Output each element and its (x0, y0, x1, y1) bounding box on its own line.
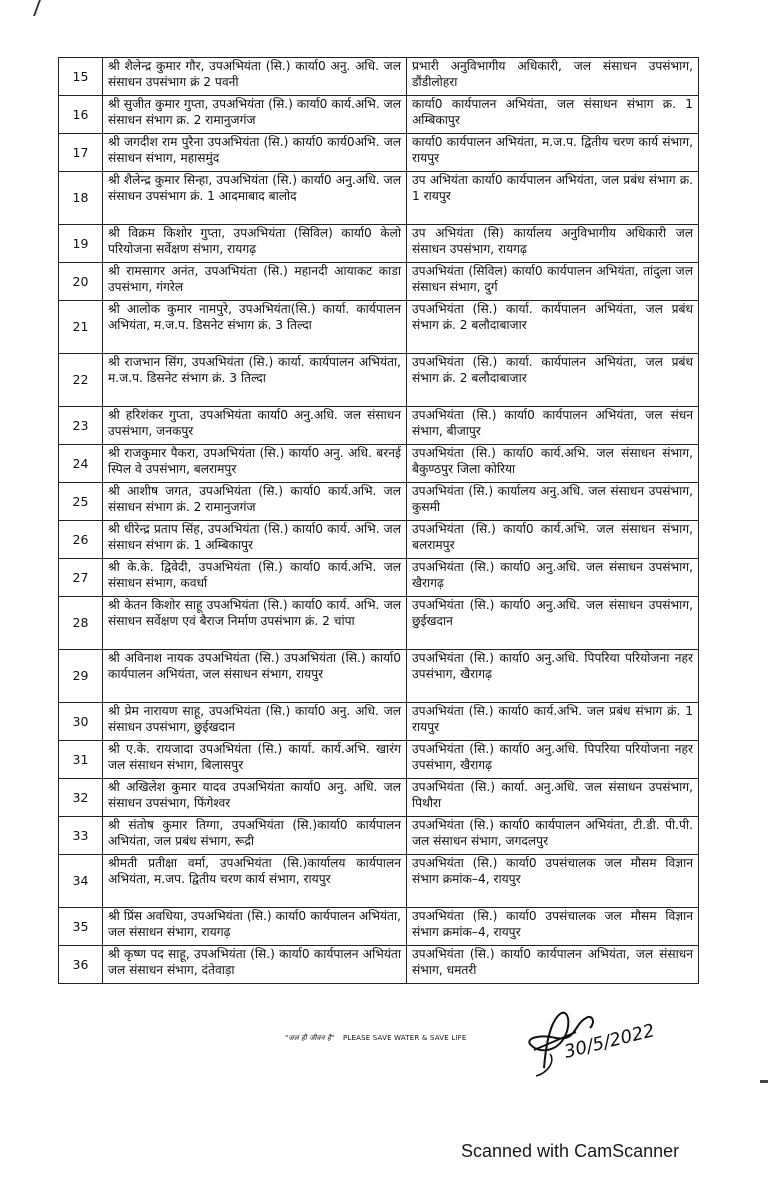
scan-edge-mark-right (760, 1080, 768, 1083)
table-row (59, 172, 699, 225)
new-posting: उपअभियंता (सिविल) कार्या0 कार्यपालन अभियंता, तांदुला जल संसाधन संभाग, दुर्ग (407, 263, 699, 301)
table-row (59, 855, 699, 908)
footer-slogan (285, 1034, 467, 1043)
table-row (59, 559, 699, 597)
new-posting: प्रभारी अनुविभागीय अधिकारी, जल संसाधन उपसंभाग, डौंडीलोहरा (407, 58, 699, 96)
serial-number: 36 (59, 946, 103, 984)
new-posting: उपअभियंता (सि.) कार्या0 कार्यपालन अभियंता, जल संधन संभाग, बीजापुर (407, 407, 699, 445)
serial-number: 34 (59, 855, 103, 908)
current-posting: श्री प्रेम नारायण साहू, उपअभियंता (सि.) कार्या0 अनु. अधि. जल संसाधन उपसंभाग, छुईखदान (103, 703, 407, 741)
hindi-slogan: "जल ही जीवन है" (285, 1034, 335, 1042)
serial-number: 16 (59, 96, 103, 134)
new-posting: उपअभियंता (सि.) कार्या0 कार्यपालन अभियंता, टी.डी. पी.पी. जल संसाधन संभाग, जगदलपुर (407, 817, 699, 855)
new-posting: उपअभियंता (सि.) कार्या0 अनु.अधि. पिपरिया परियोजना नहर उपसंभाग, खैरागढ़ (407, 650, 699, 703)
table-row (59, 908, 699, 946)
serial-number: 20 (59, 263, 103, 301)
new-posting: उपअभियंता (सि.) कार्या0 उपसंचालक जल मौसम विज्ञान संभाग क्रमांक–4, रायपुर (407, 855, 699, 908)
serial-number: 23 (59, 407, 103, 445)
table-row (59, 263, 699, 301)
serial-number: 35 (59, 908, 103, 946)
serial-number: 19 (59, 225, 103, 263)
signature-date: 30/5/2022 (562, 1020, 657, 1063)
table-row (59, 96, 699, 134)
new-posting: उपअभियंता (सि.) कार्या0 अनु.अधि. जल संसाधन उपसंभाग, छुईखदान (407, 597, 699, 650)
current-posting: श्री राजकुमार पैकरा, उपअभियंता (सि.) कार्या0 अनु. अधि. बरनई स्पिल वे उपसंभाग, बलरामपुर (103, 445, 407, 483)
serial-number: 24 (59, 445, 103, 483)
current-posting: श्री कृष्ण पद साहू, उपअभियंता (सि.) कार्या0 कार्यपालन अभियंता जल संसाधन संभाग, दंतेवाड़ा (103, 946, 407, 984)
serial-number: 18 (59, 172, 103, 225)
transfer-list-body (59, 58, 699, 984)
current-posting: श्री केतन किशोर साहू उपअभियंता (सि.) कार्या0 कार्य. अभि. जल संसाधन सर्वेक्षण एवं बैराज निर्माण उपसंभाग क्रं. 2 चांपा (103, 597, 407, 650)
new-posting: कार्या0 कार्यपालन अभियंता, जल संसाधन संभाग क्र. 1 अम्बिकापुर (407, 96, 699, 134)
current-posting: श्री अविनाश नायक उपअभियंता (सि.) उपअभियंता (सि.) कार्या0 कार्यपालन अभियंता, जल संसाधन संभाग, रायपुर (103, 650, 407, 703)
signature-with-date (516, 994, 676, 1078)
table-row (59, 817, 699, 855)
current-posting: श्री आशीष जगत, उपअभियंता (सि.) कार्या0 कार्य.अभि. जल संसाधन संभाग क्रं. 2 रामानुजगंज (103, 483, 407, 521)
new-posting: उप अभियंता (सि) कार्यालय अनुविभागीय अधिकारी जल संसाधन उपसंभाग, रायगढ़ (407, 225, 699, 263)
current-posting: श्री रामसागर अनंत, उपअभियंता (सि.) महानदी आयाकट काडा उपसंभाग, गंगरेल (103, 263, 407, 301)
serial-number: 31 (59, 741, 103, 779)
english-slogan: PLEASE SAVE WATER & SAVE LIFE (342, 1034, 467, 1042)
new-posting: कार्या0 कार्यपालन अभियंता, म.ज.प. द्वितीय चरण कार्य संभाग, रायपुर (407, 134, 699, 172)
table-row (59, 445, 699, 483)
serial-number: 33 (59, 817, 103, 855)
current-posting: श्री धीरेन्द्र प्रताप सिंह, उपअभियंता (सि.) कार्या0 कार्य. अभि. जल संसाधन संभाग क्रं. 1 अम्बिकापुर (103, 521, 407, 559)
new-posting: उपअभियंता (सि.) कार्या. अनु.अधि. जल संसाधन उपसंभाग, पिथौरा (407, 779, 699, 817)
current-posting: श्री शैलेन्द्र कुमार सिन्हा, उपअभियंता (सि.) कार्या0 अनु.अधि. जल संसाधन उपसंभाग क्रं. 1 आदमाबाद बालोद (103, 172, 407, 225)
current-posting: श्री शैलेन्द्र कुमार गौर, उपअभियंता (सि.) कार्या0 अनु. अधि. जल संसाधन उपसंभाग क्रं 2 पवनी (103, 58, 407, 96)
new-posting: उपअभियंता (सि.) कार्या0 अनु.अधि. पिपरिया परियोजना नहर उपसंभाग, खैरागढ़ (407, 741, 699, 779)
current-posting: श्री ए.के. रायजादा उपअभियंता (सि.) कार्या. कार्य.अभि. खारंग जल संसाधन संभाग, बिलासपुर (103, 741, 407, 779)
new-posting: उपअभियंता (सि.) कार्या0 कार्य.अभि. जल संसाधन संभाग, बलरामपुर (407, 521, 699, 559)
transfer-list-table (58, 57, 699, 984)
current-posting: श्री राजभान सिंग, उपअभियंता (सि.) कार्या. कार्यपालन अभियंता, म.ज.प. डिसनेट संभाग क्रं. 3 तिल्दा (103, 354, 407, 407)
serial-number: 25 (59, 483, 103, 521)
serial-number: 22 (59, 354, 103, 407)
new-posting: उप अभियंता कार्या0 कार्यपालन अभियंता, जल प्रबंध संभाग क्र. 1 रायपुर (407, 172, 699, 225)
current-posting: श्री जगदीश राम पुरैना उपअभियंता (सि.) कार्या0 कार्य0अभि. जल संसाधन संभाग, महासमुंद (103, 134, 407, 172)
table-row (59, 521, 699, 559)
table-row (59, 134, 699, 172)
current-posting: श्री विक्रम किशोर गुप्ता, उपअभियंता (सिविल) कार्या0 केलो परियोजना सर्वेक्षण संभाग, रायगढ़ (103, 225, 407, 263)
table-row (59, 703, 699, 741)
table-row (59, 354, 699, 407)
new-posting: उपअभियंता (सि.) कार्या. कार्यपालन अभियंता, जल प्रबंध संभाग क्रं. 2 बलौदाबाजार (407, 354, 699, 407)
serial-number: 21 (59, 301, 103, 354)
serial-number: 26 (59, 521, 103, 559)
new-posting: उपअभियंता (सि.) कार्या0 कार्यपालन अभियंता, जल संसाधन संभाग, धमतरी (407, 946, 699, 984)
serial-number: 27 (59, 559, 103, 597)
table-row (59, 597, 699, 650)
table-row (59, 650, 699, 703)
serial-number: 30 (59, 703, 103, 741)
table-row (59, 407, 699, 445)
table-row (59, 946, 699, 984)
new-posting: उपअभियंता (सि.) कार्या0 कार्य.अभि. जल प्रबंध संभाग क्रं. 1 रायपुर (407, 703, 699, 741)
current-posting: श्री प्रिंस अवधिया, उपअभियंता (सि.) कार्या0 कार्यपालन अभियंता, जल संसाधन संभाग, रायगढ़ (103, 908, 407, 946)
new-posting: उपअभियंता (सि.) कार्या. कार्यपालन अभियंता, जल प्रबंध संभाग क्रं. 2 बलौदाबाजार (407, 301, 699, 354)
current-posting: श्री हरिशंकर गुप्ता, उपअभियंता कार्या0 अनु.अधि. जल संसाधन उपसंभाग, जनकपुर (103, 407, 407, 445)
current-posting: श्री अखिलेश कुमार यादव उपअभियंता कार्या0 अनु. अधि. जल संसाधन उपसंभाग, फिंगेश्वर (103, 779, 407, 817)
serial-number: 28 (59, 597, 103, 650)
new-posting: उपअभियंता (सि.) कार्या0 अनु.अधि. जल संसाधन उपसंभाग, खैरागढ़ (407, 559, 699, 597)
table-row (59, 483, 699, 521)
table-row (59, 225, 699, 263)
current-posting: श्रीमती प्रतीक्षा वर्मा, उपअभियंता (सि.)कार्यालय कार्यपालन अभियंता, म.जप. द्वितीय चरण कार्य संभाग, रायपुर (103, 855, 407, 908)
serial-number: 32 (59, 779, 103, 817)
current-posting: श्री आलोक कुमार नामपुरे, उपअभियंता(सि.) कार्या. कार्यपालन अभियंता, म.ज.प. डिसनेट संभाग क्रं. 3 तिल्दा (103, 301, 407, 354)
table-row (59, 301, 699, 354)
scanner-watermark: Scanned with CamScanner (461, 1141, 680, 1161)
new-posting: उपअभियंता (सि.) कार्या0 कार्य.अभि. जल संसाधन संभाग, बैकुण्ठपुर जिला कोरिया (407, 445, 699, 483)
serial-number: 29 (59, 650, 103, 703)
serial-number: 17 (59, 134, 103, 172)
current-posting: श्री सुजीत कुमार गुप्ता, उपअभियंता (सि.) कार्या0 कार्य.अभि. जल संसाधन संभाग क्र. 2 रामानुजगंज (103, 96, 407, 134)
table-row (59, 58, 699, 96)
serial-number: 15 (59, 58, 103, 96)
table-row (59, 779, 699, 817)
new-posting: उपअभियंता (सि.) कार्यालय अनु.अधि. जल संसाधन उपसंभाग, कुसमी (407, 483, 699, 521)
table-row (59, 741, 699, 779)
current-posting: श्री संतोष कुमार तिग्गा, उपअभियंता (सि.)कार्या0 कार्यपालन अभियंता, जल प्रबंध संभाग, रूद्री (103, 817, 407, 855)
new-posting: उपअभियंता (सि.) कार्या0 उपसंचालक जल मौसम विज्ञान संभाग क्रमांक–4, रायपुर (407, 908, 699, 946)
scan-edge-mark (33, 0, 51, 16)
current-posting: श्री के.के. द्विवेदी, उपअभियंता (सि.) कार्या0 कार्य.अभि. जल संसाधन संभाग, कवर्धा (103, 559, 407, 597)
